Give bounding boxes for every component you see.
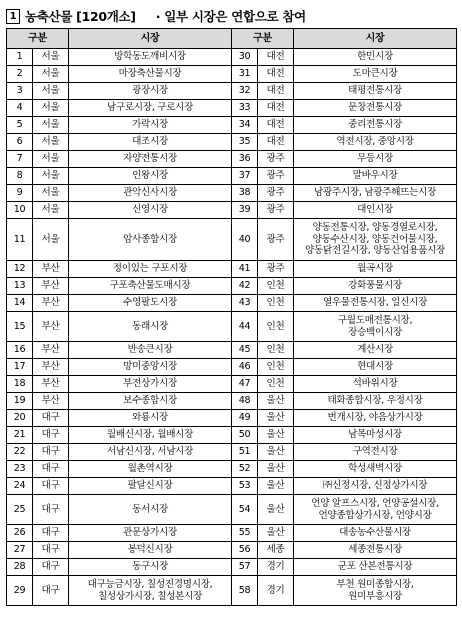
left-market-cell: 가락시장: [69, 117, 232, 134]
left-region-cell: 서울: [33, 219, 69, 261]
right-no-cell: 47: [232, 376, 258, 393]
left-no-cell: 9: [7, 185, 33, 202]
right-market-cell: 번개시장, 야음상가시장: [294, 410, 457, 427]
right-no-cell: 38: [232, 185, 258, 202]
left-market-cell: 관문상가시장: [69, 525, 232, 542]
right-region-cell: 울산: [258, 478, 294, 495]
right-region-cell: 광주: [258, 261, 294, 278]
left-region-cell: 서울: [33, 134, 69, 151]
right-region-cell: 울산: [258, 495, 294, 525]
left-market-cell: 동구시장: [69, 559, 232, 576]
table-row: [7, 117, 457, 134]
right-no-cell: 30: [232, 49, 258, 66]
right-region-cell: 울산: [258, 525, 294, 542]
left-market-cell: 자양전통시장: [69, 151, 232, 168]
left-no-cell: 10: [7, 202, 33, 219]
right-region-cell: 대전: [258, 117, 294, 134]
left-no-cell: 17: [7, 359, 33, 376]
right-no-cell: 31: [232, 66, 258, 83]
left-region-cell: 부산: [33, 342, 69, 359]
right-market-cell: 석바위시장: [294, 376, 457, 393]
right-region-cell: 대전: [258, 49, 294, 66]
left-region-cell: 대구: [33, 525, 69, 542]
table-row: [7, 342, 457, 359]
right-no-cell: 37: [232, 168, 258, 185]
left-market-cell: 팔달신시장: [69, 478, 232, 495]
left-region-cell: 서울: [33, 185, 69, 202]
right-region-cell: 울산: [258, 427, 294, 444]
header-region-left: 구분: [7, 29, 69, 49]
table-row: [7, 461, 457, 478]
market-table: [6, 28, 457, 606]
table-row: [7, 444, 457, 461]
left-no-cell: 24: [7, 478, 33, 495]
right-no-cell: 55: [232, 525, 258, 542]
right-region-cell: 대전: [258, 66, 294, 83]
section-title-text: 농축산물 [120개소]: [25, 9, 136, 24]
right-region-cell: 광주: [258, 219, 294, 261]
right-no-cell: 50: [232, 427, 258, 444]
right-no-cell: 33: [232, 100, 258, 117]
right-no-cell: 46: [232, 359, 258, 376]
right-market-cell: 중리전통시장: [294, 117, 457, 134]
header-market-left: 시장: [69, 29, 232, 49]
right-no-cell: 43: [232, 295, 258, 312]
right-market-cell: 태평전통시장: [294, 83, 457, 100]
left-no-cell: 16: [7, 342, 33, 359]
left-no-cell: 28: [7, 559, 33, 576]
left-no-cell: 1: [7, 49, 33, 66]
right-no-cell: 57: [232, 559, 258, 576]
left-no-cell: 2: [7, 66, 33, 83]
table-row: [7, 49, 457, 66]
table-row: [7, 376, 457, 393]
left-market-cell: 동서시장: [69, 495, 232, 525]
right-market-cell: 태화종합시장, 우정시장: [294, 393, 457, 410]
table-row: [7, 410, 457, 427]
right-market-cell: 부천 원미종합시장, 원미부흥시장: [294, 576, 457, 606]
right-region-cell: 울산: [258, 461, 294, 478]
left-market-cell: 월촌역시장: [69, 461, 232, 478]
right-region-cell: 경기: [258, 576, 294, 606]
table-row: [7, 542, 457, 559]
left-no-cell: 4: [7, 100, 33, 117]
right-market-cell: 무등시장: [294, 151, 457, 168]
right-region-cell: 광주: [258, 168, 294, 185]
right-region-cell: 인천: [258, 278, 294, 295]
right-region-cell: 대전: [258, 134, 294, 151]
left-region-cell: 대구: [33, 461, 69, 478]
left-no-cell: 21: [7, 427, 33, 444]
right-market-cell: 구월도매전통시장, 장승백이시장: [294, 312, 457, 342]
right-region-cell: 울산: [258, 410, 294, 427]
right-market-cell: 언양 알프스시장, 언양공설시장, 언양종합상가시장, 언양시장: [294, 495, 457, 525]
left-market-cell: 망미중앙시장: [69, 359, 232, 376]
table-row: [7, 295, 457, 312]
right-region-cell: 광주: [258, 202, 294, 219]
left-market-cell: 반송큰시장: [69, 342, 232, 359]
section-note: · 일부 시장은 연합으로 참여: [155, 9, 306, 24]
left-market-cell: 동래시장: [69, 312, 232, 342]
left-market-cell: 부전상가시장: [69, 376, 232, 393]
table-row: [7, 393, 457, 410]
left-no-cell: 3: [7, 83, 33, 100]
right-market-cell: 양동전통시장, 양동경열로시장, 양동수산시장, 양동건어물시장, 양동닭전길시장, 양동산업용품시장: [294, 219, 457, 261]
left-market-cell: 암사종합시장: [69, 219, 232, 261]
table-row: [7, 134, 457, 151]
right-no-cell: 32: [232, 83, 258, 100]
right-no-cell: 44: [232, 312, 258, 342]
left-region-cell: 대구: [33, 495, 69, 525]
left-no-cell: 20: [7, 410, 33, 427]
right-no-cell: 42: [232, 278, 258, 295]
table-row: [7, 278, 457, 295]
left-market-cell: 마장축산물시장: [69, 66, 232, 83]
left-region-cell: 부산: [33, 376, 69, 393]
right-market-cell: 대인시장: [294, 202, 457, 219]
left-market-cell: 정이있는 구포시장: [69, 261, 232, 278]
left-no-cell: 29: [7, 576, 33, 606]
left-market-cell: 신영시장: [69, 202, 232, 219]
right-region-cell: 광주: [258, 185, 294, 202]
table-row: [7, 100, 457, 117]
right-no-cell: 58: [232, 576, 258, 606]
left-region-cell: 대구: [33, 559, 69, 576]
left-no-cell: 18: [7, 376, 33, 393]
left-no-cell: 8: [7, 168, 33, 185]
left-no-cell: 27: [7, 542, 33, 559]
right-region-cell: 인천: [258, 376, 294, 393]
right-market-cell: 세종전통시장: [294, 542, 457, 559]
table-row: [7, 427, 457, 444]
right-region-cell: 경기: [258, 559, 294, 576]
right-no-cell: 52: [232, 461, 258, 478]
table-row: [7, 495, 457, 525]
header-region-right: 구분: [232, 29, 294, 49]
right-region-cell: 인천: [258, 312, 294, 342]
right-no-cell: 51: [232, 444, 258, 461]
left-market-cell: 와룡시장: [69, 410, 232, 427]
left-region-cell: 부산: [33, 393, 69, 410]
section-title: [6, 4, 456, 28]
right-market-cell: 도마큰시장: [294, 66, 457, 83]
right-no-cell: 54: [232, 495, 258, 525]
right-market-cell: 문창전통시장: [294, 100, 457, 117]
left-region-cell: 대구: [33, 444, 69, 461]
right-market-cell: 구역전시장: [294, 444, 457, 461]
left-no-cell: 5: [7, 117, 33, 134]
table-row: [7, 202, 457, 219]
left-no-cell: 19: [7, 393, 33, 410]
right-no-cell: 39: [232, 202, 258, 219]
table-row: [7, 478, 457, 495]
left-no-cell: 15: [7, 312, 33, 342]
right-market-cell: 대송농수산물시장: [294, 525, 457, 542]
left-market-cell: 광장시장: [69, 83, 232, 100]
left-no-cell: 23: [7, 461, 33, 478]
left-market-cell: 구포축산물도매시장: [69, 278, 232, 295]
left-region-cell: 부산: [33, 312, 69, 342]
right-no-cell: 35: [232, 134, 258, 151]
table-row: [7, 576, 457, 606]
left-region-cell: 서울: [33, 49, 69, 66]
table-row: [7, 261, 457, 278]
right-region-cell: 인천: [258, 359, 294, 376]
right-market-cell: 남광주시장, 남광주해뜨는시장: [294, 185, 457, 202]
left-region-cell: 서울: [33, 168, 69, 185]
left-region-cell: 서울: [33, 66, 69, 83]
right-market-cell: 학성새벽시장: [294, 461, 457, 478]
table-row: [7, 359, 457, 376]
table-row: [7, 83, 457, 100]
right-market-cell: 남목마성시장: [294, 427, 457, 444]
right-market-cell: 말바우시장: [294, 168, 457, 185]
left-no-cell: 11: [7, 219, 33, 261]
table-row: [7, 525, 457, 542]
table-row: [7, 151, 457, 168]
right-market-cell: 군포 산본전통시장: [294, 559, 457, 576]
left-market-cell: 인왕시장: [69, 168, 232, 185]
right-market-cell: 한민시장: [294, 49, 457, 66]
left-market-cell: 남구로시장, 구로시장: [69, 100, 232, 117]
table-row: [7, 185, 457, 202]
right-no-cell: 36: [232, 151, 258, 168]
left-market-cell: 봉덕신시장: [69, 542, 232, 559]
right-no-cell: 41: [232, 261, 258, 278]
left-market-cell: 대구능금시장, 칠성진경명시장, 칠성상가시장, 칠성본시장: [69, 576, 232, 606]
left-region-cell: 대구: [33, 576, 69, 606]
left-market-cell: 수영팔도시장: [69, 295, 232, 312]
left-region-cell: 부산: [33, 295, 69, 312]
section-number-box: 1: [6, 9, 20, 24]
right-region-cell: 세종: [258, 542, 294, 559]
left-region-cell: 서울: [33, 100, 69, 117]
left-region-cell: 부산: [33, 359, 69, 376]
header-market-right: 시장: [294, 29, 457, 49]
right-region-cell: 울산: [258, 444, 294, 461]
right-market-cell: 현대시장: [294, 359, 457, 376]
right-market-cell: 강화풍물시장: [294, 278, 457, 295]
left-no-cell: 14: [7, 295, 33, 312]
left-no-cell: 7: [7, 151, 33, 168]
left-region-cell: 대구: [33, 427, 69, 444]
right-no-cell: 56: [232, 542, 258, 559]
right-region-cell: 인천: [258, 342, 294, 359]
table-row: [7, 168, 457, 185]
left-market-cell: 보수종합시장: [69, 393, 232, 410]
left-region-cell: 서울: [33, 151, 69, 168]
left-region-cell: 서울: [33, 202, 69, 219]
left-region-cell: 서울: [33, 117, 69, 134]
left-region-cell: 대구: [33, 542, 69, 559]
right-market-cell: ㈜신정시장, 신정상가시장: [294, 478, 457, 495]
left-market-cell: 서남신시장, 서남시장: [69, 444, 232, 461]
table-row: [7, 66, 457, 83]
left-market-cell: 월배신시장, 월배시장: [69, 427, 232, 444]
left-no-cell: 26: [7, 525, 33, 542]
table-row: [7, 312, 457, 342]
right-no-cell: 53: [232, 478, 258, 495]
right-market-cell: 열우물전통시장, 일신시장: [294, 295, 457, 312]
right-no-cell: 45: [232, 342, 258, 359]
right-region-cell: 인천: [258, 295, 294, 312]
left-region-cell: 서울: [33, 83, 69, 100]
right-region-cell: 대전: [258, 83, 294, 100]
right-no-cell: 40: [232, 219, 258, 261]
right-no-cell: 48: [232, 393, 258, 410]
right-market-cell: 계산시장: [294, 342, 457, 359]
left-no-cell: 25: [7, 495, 33, 525]
left-region-cell: 부산: [33, 278, 69, 295]
left-no-cell: 12: [7, 261, 33, 278]
left-market-cell: 대조시장: [69, 134, 232, 151]
left-market-cell: 관악신사시장: [69, 185, 232, 202]
left-no-cell: 6: [7, 134, 33, 151]
left-no-cell: 13: [7, 278, 33, 295]
right-region-cell: 울산: [258, 393, 294, 410]
right-no-cell: 49: [232, 410, 258, 427]
left-region-cell: 대구: [33, 410, 69, 427]
table-header-row: [7, 29, 457, 49]
right-region-cell: 광주: [258, 151, 294, 168]
left-no-cell: 22: [7, 444, 33, 461]
right-market-cell: 월곡시장: [294, 261, 457, 278]
right-region-cell: 대전: [258, 100, 294, 117]
left-region-cell: 대구: [33, 478, 69, 495]
left-market-cell: 방학동도깨비시장: [69, 49, 232, 66]
table-row: [7, 559, 457, 576]
right-no-cell: 34: [232, 117, 258, 134]
table-row: [7, 219, 457, 261]
right-market-cell: 역전시장, 중앙시장: [294, 134, 457, 151]
left-region-cell: 부산: [33, 261, 69, 278]
